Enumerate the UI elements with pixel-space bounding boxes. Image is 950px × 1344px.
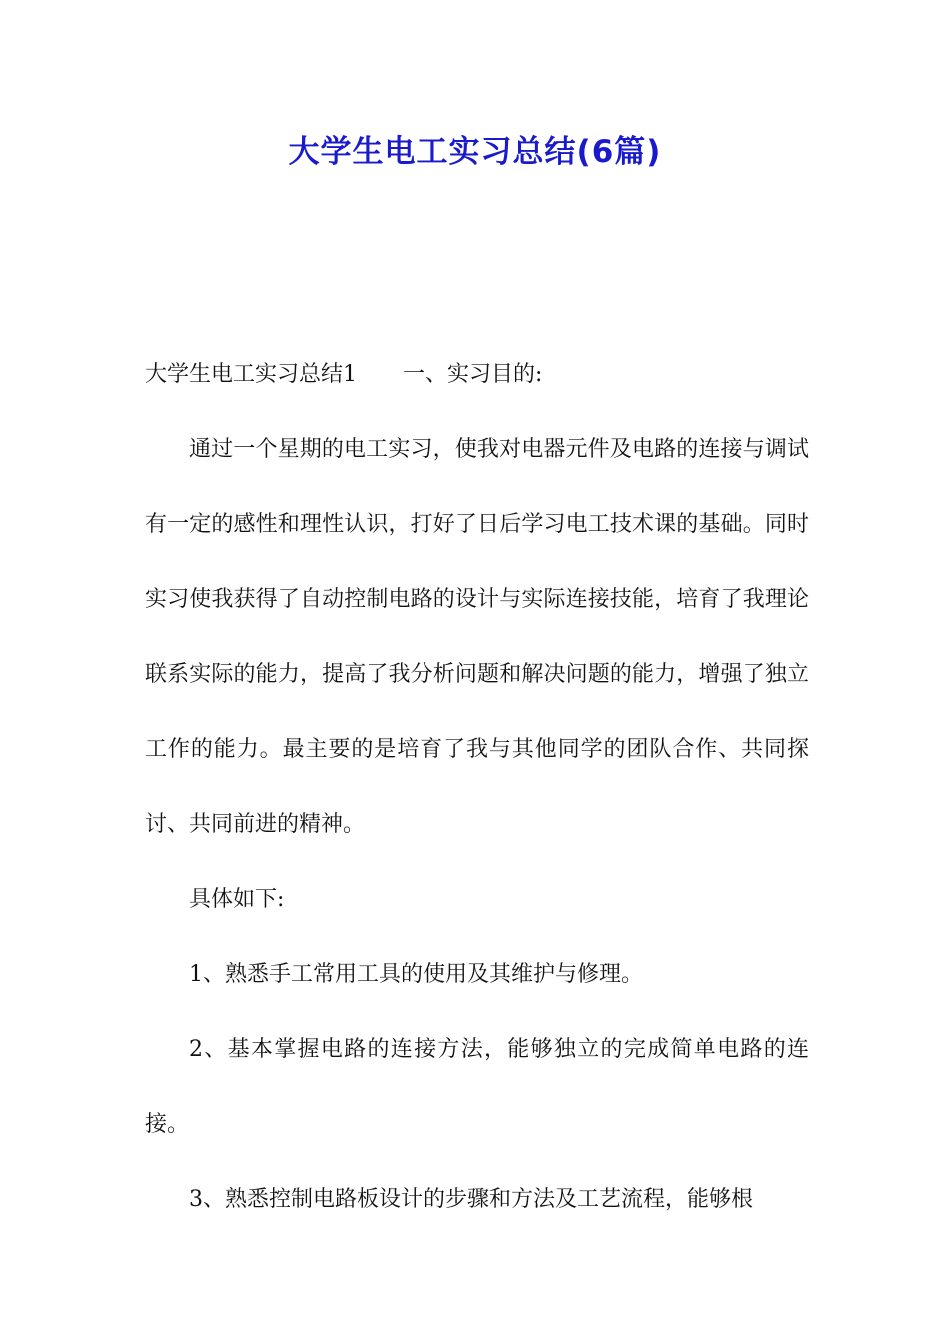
paragraph-item-1: 1、熟悉手工常用工具的使用及其维护与修理。 <box>189 962 643 987</box>
paragraph-purpose: 通过一个星期的电工实习，使我对电器元件及电路的连接与调试有一定的感性和理性认识，打好了日后学习电工技术课的基础。同时实习使我获得了自动控制电路的设计与实际连接技能，培育了我理论联系实际的能力，提高了我分析问题和解决问题的能力，增强了独立工作的能力。最主要的是培育了我与其他同学的团队合作、共同探讨、共同前进的精神。 <box>145 437 809 837</box>
section-heading-line <box>145 337 809 412</box>
subheading: 一、实习目的: <box>403 362 543 387</box>
section-heading: 大学生电工实习总结1 <box>145 362 357 387</box>
paragraph-item-3: 3、熟悉控制电路板设计的步骤和方法及工艺流程，能够根 <box>189 1187 753 1212</box>
paragraph-item-2: 2、基本掌握电路的连接方法，能够独立的完成简单电路的连接。 <box>145 1037 809 1137</box>
document-body <box>145 337 809 1237</box>
paragraph-details-intro: 具体如下: <box>189 887 285 912</box>
document-title: 大学生电工实习总结(6篇) <box>288 134 662 170</box>
